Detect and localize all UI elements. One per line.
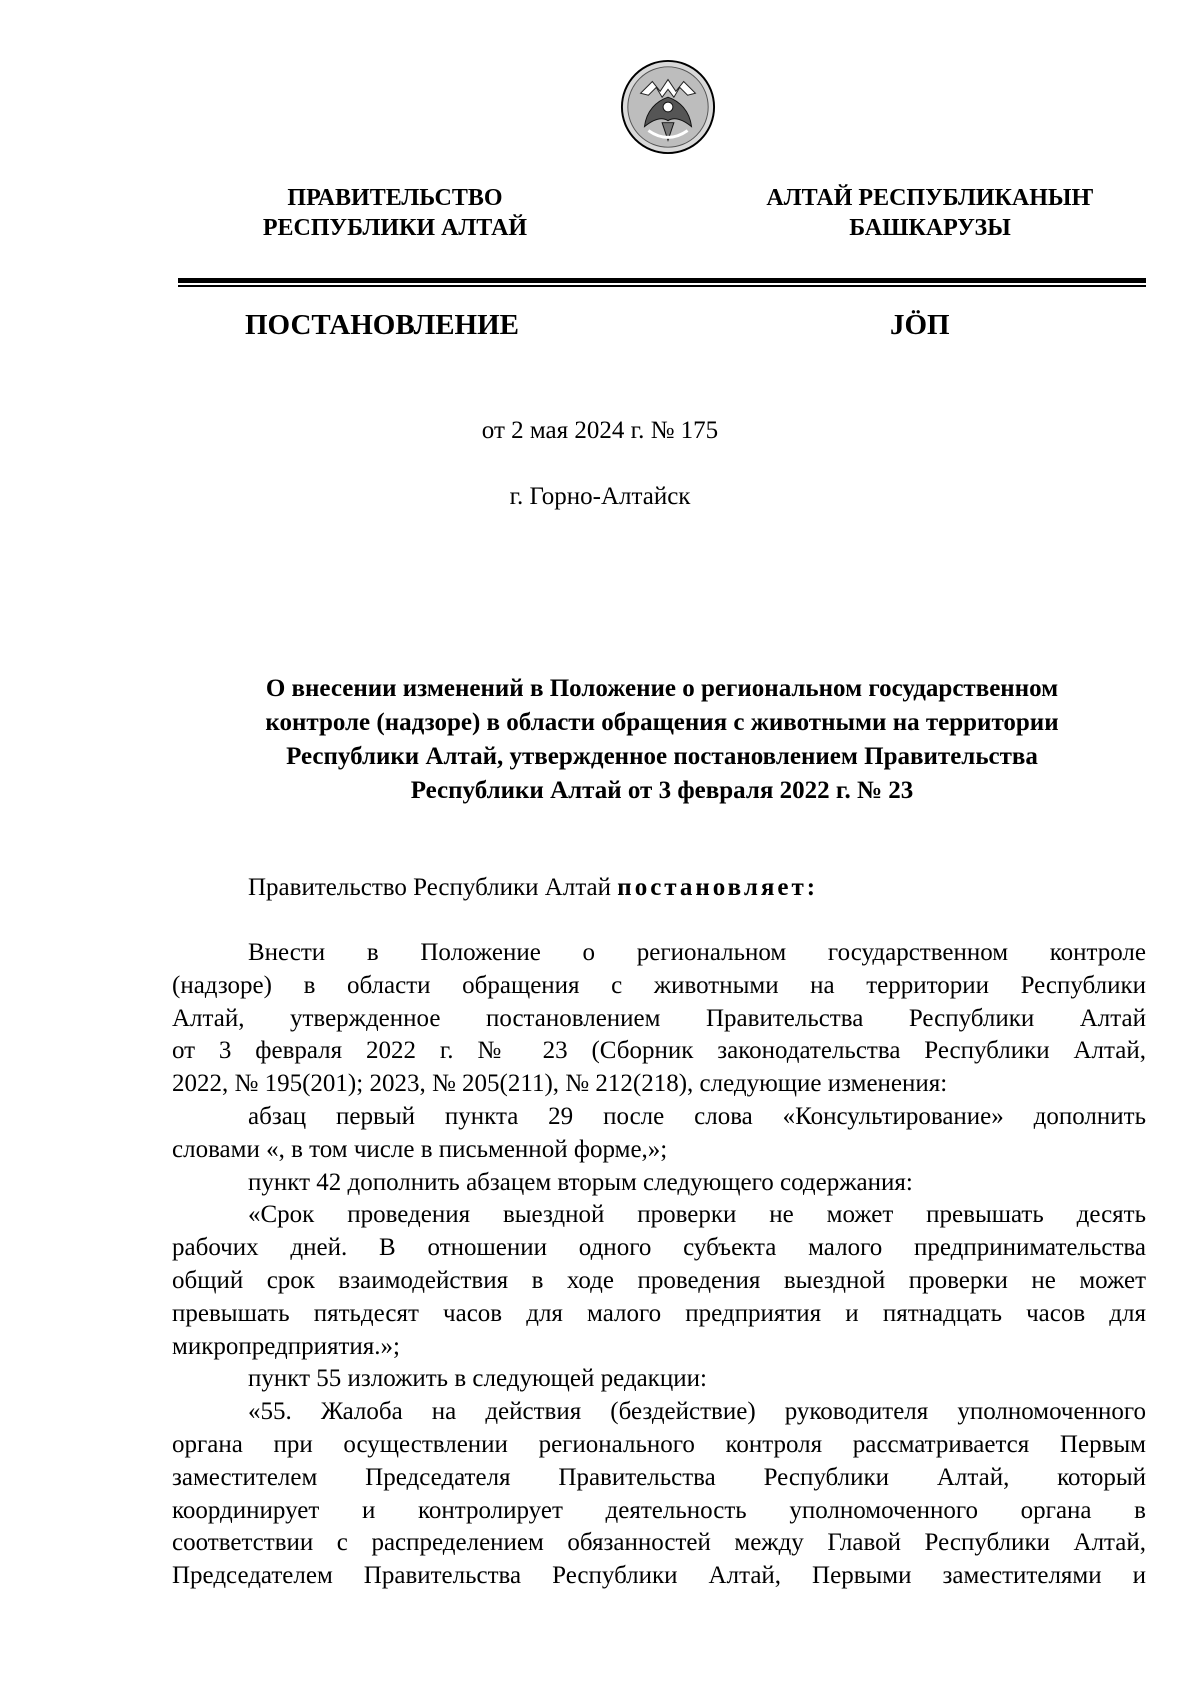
document-type-ru: ПОСТАНОВЛЕНИЕ	[245, 309, 520, 341]
decree-date-number: от 2 мая 2024 г. № 175	[481, 417, 719, 444]
coat-of-arms-emblem	[619, 58, 717, 156]
body-line: (надзоре) в области обращения с животными на территории Республики	[172, 971, 1146, 999]
body-line: «Срок проведения выездной проверки не может превышать десять	[248, 1201, 1146, 1229]
header-right-org-name	[730, 183, 1130, 243]
body-line: Председателем Правительства Республики Алтай, Первыми заместителями и	[172, 1562, 1146, 1590]
header-right-line-2: БАШКАРУЗЫ	[849, 215, 1011, 241]
body-line: заместителем Председателя Правительства Республики Алтай, который	[172, 1463, 1146, 1491]
intro-paragraph	[248, 871, 818, 905]
header-right-line-1: АЛТАЙ РЕСПУБЛИКАНЫҤ	[766, 185, 1094, 211]
body-line: «55. Жалоба на действия (бездействие) руководителя уполномоченного	[248, 1398, 1146, 1426]
header-divider-thick	[178, 278, 1146, 283]
title-line-3: Республики Алтай, утвержденное постановлением Правительства	[286, 743, 1038, 770]
body-line: словами «, в том числе в письменной форме,»;	[172, 1135, 668, 1163]
title-line-2: контроле (надзоре) в области обращения с животными на территории	[265, 709, 1059, 736]
body-line: общий срок взаимодействия в ходе проведения выездной проверки не может	[172, 1266, 1146, 1294]
body-line: соответствии с распределением обязанностей между Главой Республики Алтай,	[172, 1529, 1146, 1557]
body-line: координирует и контролирует деятельность уполномоченного органа в	[172, 1496, 1146, 1524]
header-divider-thin	[178, 285, 1146, 287]
intro-prefix: Правительство Республики Алтай	[248, 874, 618, 901]
body-line: органа при осуществлении регионального контроля рассматривается Первым	[172, 1430, 1146, 1458]
body-line: рабочих дней. В отношении одного субъекта малого предпринимательства	[172, 1234, 1146, 1262]
body-line: пункт 42 дополнить абзацем вторым следующего содержания:	[248, 1168, 913, 1196]
header-left-line-1: ПРАВИТЕЛЬСТВО	[287, 185, 503, 211]
title-line-4: Республики Алтай от 3 февраля 2022 г. № 23	[410, 777, 914, 804]
document-type-alt: ЈӦП	[890, 309, 950, 341]
body-line: Алтай, утвержденное постановлением Правительства Республики Алтай	[172, 1004, 1146, 1032]
body-line: абзац первый пункта 29 после слова «Консультирование» дополнить	[248, 1102, 1146, 1130]
title-line-1: О внесении изменений в Положение о региональном государственном	[265, 675, 1059, 702]
body-line: превышать пятьдесят часов для малого предприятия и пятнадцать часов для	[172, 1299, 1146, 1327]
header-left-line-2: РЕСПУБЛИКИ АЛТАЙ	[262, 215, 528, 241]
document-body	[172, 937, 1146, 1593]
body-line: от 3 февраля 2022 г. № 23 (Сборник законодательства Республики Алтай,	[172, 1037, 1146, 1065]
body-line: 2022, № 195(201); 2023, № 205(211), № 212(218), следующие изменения:	[172, 1070, 948, 1098]
body-line: пункт 55 изложить в следующей редакции:	[248, 1365, 707, 1393]
body-line: микропредприятия.»;	[172, 1332, 400, 1360]
decree-city: г. Горно-Алтайск	[509, 483, 691, 510]
document-title	[178, 672, 1146, 808]
header-left-org-name	[235, 183, 555, 243]
body-line: Внести в Положение о региональном государственном контроле	[248, 939, 1146, 966]
intro-resolves: постановляет:	[617, 874, 819, 901]
